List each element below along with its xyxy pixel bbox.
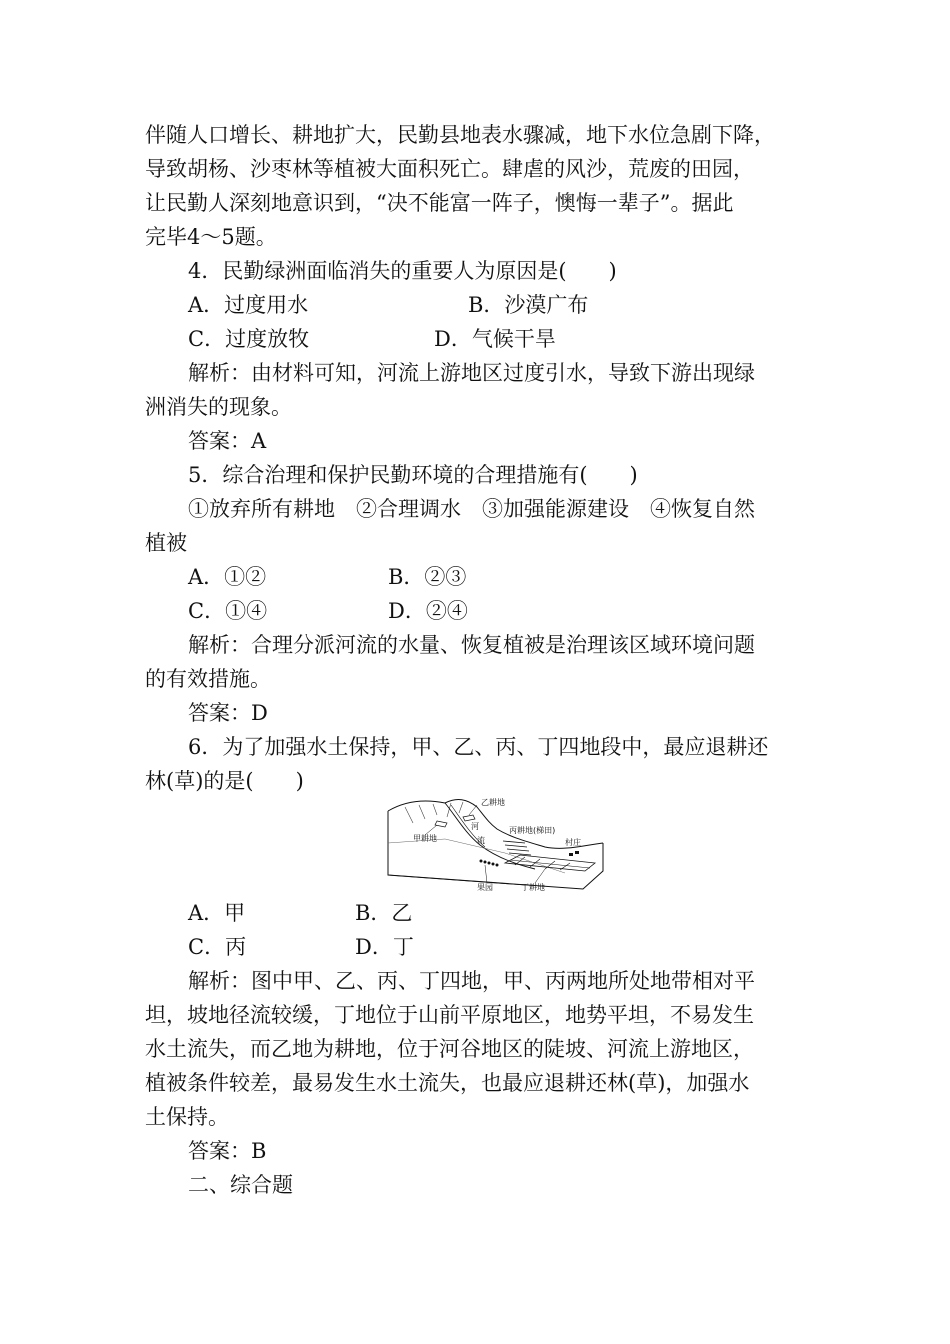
q4-analysis: 解析：由材料可知，河流上游地区过度引水，导致下游出现绿 bbox=[188, 361, 755, 385]
figure-label-yi: 乙耕地 bbox=[481, 798, 505, 807]
q4-answer: 答案：A bbox=[188, 429, 267, 453]
q5-analysis: 的有效措施。 bbox=[145, 667, 271, 691]
q4-option-a: A．过度用水 bbox=[188, 293, 309, 317]
figure-label-jia: 甲耕地 bbox=[413, 834, 437, 843]
q4-analysis: 洲消失的现象。 bbox=[145, 395, 292, 419]
intro-line: 伴随人口增长、耕地扩大，民勤县地表水骤减，地下水位急剧下降， bbox=[145, 123, 775, 147]
q4-option-c: C．过度放牧 bbox=[188, 327, 310, 351]
figure-label-liu: 流 bbox=[477, 836, 485, 845]
q5-analysis: 解析：合理分派河流的水量、恢复植被是治理该区域环境问题 bbox=[188, 633, 755, 657]
q6-analysis: 解析：图中甲、乙、丙、丁四地，甲、丙两地所处地带相对平 bbox=[188, 969, 755, 993]
figure-label-village: 村庄 bbox=[565, 838, 581, 847]
q6-analysis: 土保持。 bbox=[145, 1105, 229, 1129]
q6-option-c: C．丙 bbox=[188, 935, 247, 959]
q6-option-a: A．甲 bbox=[188, 901, 246, 925]
q5-stem: 5．综合治理和保护民勤环境的合理措施有( ) bbox=[188, 463, 638, 487]
q5-option-d: D．②④ bbox=[388, 599, 468, 623]
q5-items: ①放弃所有耕地 ②合理调水 ③加强能源建设 ④恢复自然 bbox=[188, 497, 755, 521]
q5-option-c: C．①④ bbox=[188, 599, 268, 623]
terrain-figure bbox=[385, 793, 605, 893]
q6-option-b: B．乙 bbox=[355, 901, 413, 925]
intro-line: 完毕4～5题。 bbox=[145, 225, 277, 249]
intro-line: 让民勤人深刻地意识到，“决不能富一阵子，懊悔一辈子”。据此 bbox=[145, 191, 734, 215]
q6-answer: 答案：B bbox=[188, 1139, 267, 1163]
q6-analysis: 植被条件较差，最易发生水土流失，也最应退耕还林(草)，加强水 bbox=[145, 1071, 750, 1095]
q6-option-d: D．丁 bbox=[355, 935, 414, 959]
q4-option-b: B．沙漠广布 bbox=[468, 293, 589, 317]
q5-answer: 答案：D bbox=[188, 701, 268, 725]
q6-analysis: 水土流失，而乙地为耕地，位于河谷地区的陡坡、河流上游地区， bbox=[145, 1037, 754, 1061]
q6-stem: 6．为了加强水土保持，甲、乙、丙、丁四地段中，最应退耕还 bbox=[188, 735, 769, 759]
q5-option-a: A．①② bbox=[188, 565, 267, 589]
q6-stem: 林(草)的是( ) bbox=[145, 769, 304, 793]
figure-label-ding: 丁耕地 bbox=[521, 883, 545, 892]
section-heading: 二、综合题 bbox=[188, 1173, 293, 1197]
q6-analysis: 坦，坡地径流较缓，丁地位于山前平原地区，地势平坦，不易发生 bbox=[145, 1003, 754, 1027]
intro-line: 导致胡杨、沙枣林等植被大面积死亡。肆虐的风沙，荒废的田园， bbox=[145, 157, 754, 181]
figure-label-he: 河 bbox=[471, 822, 479, 831]
q4-option-d: D．气候干旱 bbox=[434, 327, 556, 351]
figure-label-orchard: 果园 bbox=[477, 883, 493, 892]
q5-items: 植被 bbox=[145, 531, 187, 555]
q4-stem: 4．民勤绿洲面临消失的重要人为原因是( ) bbox=[188, 259, 617, 283]
figure-label-bing: 丙耕地(梯田) bbox=[509, 826, 556, 835]
q5-option-b: B．②③ bbox=[388, 565, 467, 589]
